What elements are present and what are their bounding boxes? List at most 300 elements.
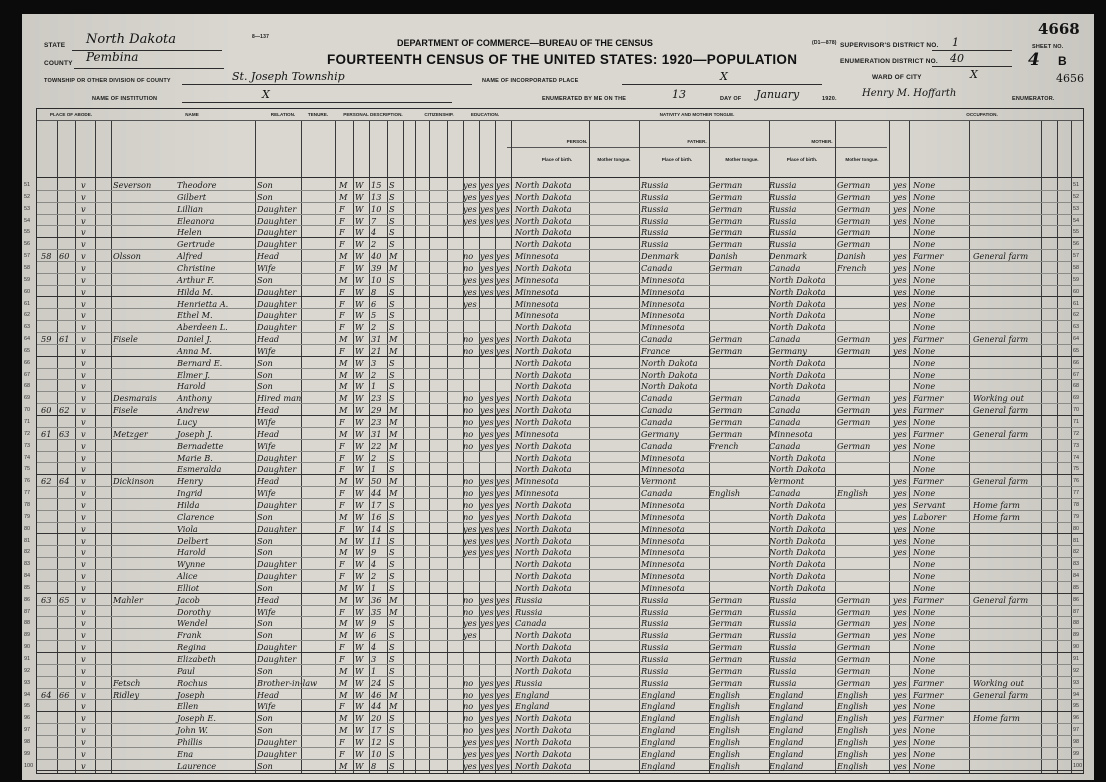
cell-age: 21 <box>371 345 382 356</box>
cell-rel: Son <box>257 547 273 558</box>
stamp-number-2: 4656 <box>1056 72 1084 85</box>
supervisor-value: 1 <box>952 36 959 49</box>
cell-rel: Daughter <box>257 464 297 475</box>
cell-fpob: North Dakota <box>641 357 698 368</box>
cell-pob: North Dakota <box>515 725 572 736</box>
cell-fpob: Minnesota <box>641 511 685 522</box>
cell-mtng: German <box>837 630 871 641</box>
cell-ms: S <box>389 310 395 321</box>
cell-mpob: North Dakota <box>769 322 826 333</box>
county-label: COUNTY <box>44 60 73 67</box>
line-number-right: 56 <box>1073 241 1080 248</box>
cell-ms: S <box>389 499 395 510</box>
cell-rel: Wife <box>257 488 276 499</box>
checkmark: v <box>81 417 86 427</box>
cell-age: 17 <box>371 499 382 510</box>
census-title: FOURTEENTH CENSUS OF THE UNITED STATES: 1920—POPULATION <box>327 52 798 67</box>
cell-rel: Son <box>257 274 273 285</box>
cell-wr: yes <box>496 736 510 747</box>
cell-rel: Son <box>257 760 273 771</box>
cell-rel: Daughter <box>257 736 297 747</box>
cell-ms: S <box>389 215 395 226</box>
line-number: 57 <box>24 253 31 260</box>
table-row <box>24 404 1083 416</box>
cell-occ: Farmer <box>913 689 944 700</box>
checkmark: v <box>81 618 86 629</box>
cell-age: 9 <box>371 618 377 629</box>
cell-sex: M <box>339 630 348 641</box>
cell-mpob: Canada <box>769 417 801 427</box>
cell-eng: yes <box>893 215 907 226</box>
line-number: 99 <box>24 750 31 757</box>
cell-fpob: Canada <box>641 262 673 273</box>
cell-given: Hilda <box>177 499 200 510</box>
cell-age: 4 <box>371 559 377 570</box>
checkmark: v <box>81 476 86 487</box>
cell-fpob: Russia <box>641 642 669 653</box>
cell-ms: S <box>389 547 395 558</box>
enumerator-name: Henry M. Hoffarth <box>862 88 957 99</box>
cell-mtng: English <box>837 488 869 499</box>
cell-race: W <box>355 322 364 333</box>
cell-mtng: German <box>837 594 871 605</box>
line-number-right: 86 <box>1073 596 1080 603</box>
cell-eng: yes <box>893 594 907 605</box>
cell-mpob: England <box>769 701 804 712</box>
cell-race: W <box>355 464 364 475</box>
line-number: 68 <box>24 383 31 390</box>
cell-given: Eleanora <box>177 215 215 226</box>
cell-eng: yes <box>893 203 907 214</box>
cell-race: W <box>355 440 364 451</box>
cell-ms: S <box>389 559 395 570</box>
checkmark: v <box>81 310 86 321</box>
cell-age: 8 <box>371 286 377 297</box>
col-mother-tongue: Mother tongue. <box>845 157 879 162</box>
cell-age: 2 <box>371 452 377 463</box>
cell-eng: yes <box>893 191 907 202</box>
cell-age: 44 <box>371 488 382 499</box>
table-row <box>24 357 1083 369</box>
cell-race: W <box>355 191 364 202</box>
ward-label: WARD OF CITY <box>872 74 922 81</box>
line-number-right: 89 <box>1073 632 1080 639</box>
cell-age: 9 <box>371 547 377 558</box>
line-number-right: 84 <box>1073 573 1080 580</box>
line-number: 73 <box>24 442 31 449</box>
line-number: 91 <box>24 656 31 662</box>
cell-sex: M <box>339 594 348 605</box>
cell-race: W <box>355 476 364 487</box>
cell-wr: yes <box>496 180 510 190</box>
line-number-right: 90 <box>1073 644 1080 651</box>
cell-att: yes <box>463 298 477 309</box>
cell-fpob: North Dakota <box>641 369 698 380</box>
cell-age: 6 <box>371 298 377 309</box>
cell-occ: Farmer <box>913 405 944 416</box>
cell-dw: 59 <box>41 334 52 345</box>
cell-sex: M <box>339 547 348 558</box>
col-citizenship: CITIZENSHIP. <box>424 112 454 117</box>
cell-age: 10 <box>371 274 382 285</box>
cell-eng: yes <box>893 262 907 273</box>
form-code: (D1—878) <box>812 40 837 46</box>
cell-ms: S <box>389 725 395 736</box>
cell-age: 15 <box>371 180 382 190</box>
cell-rel: Head <box>257 334 280 345</box>
table-row <box>24 653 1083 665</box>
table-row <box>24 617 1083 629</box>
line-number-right: 71 <box>1073 419 1080 425</box>
cell-occ: None <box>913 298 936 309</box>
cell-pob: North Dakota <box>515 571 572 582</box>
cell-ftng: English <box>709 488 741 499</box>
cell-surname: Severson <box>113 180 152 190</box>
cell-ms: S <box>389 736 395 747</box>
cell-given: Rochus <box>177 677 208 688</box>
col-father-tongue: Mother tongue. <box>725 157 759 162</box>
cell-pob: North Dakota <box>515 665 572 676</box>
col-name: NAME <box>185 112 199 117</box>
cell-age: 7 <box>371 215 377 226</box>
cell-mtng: German <box>837 203 871 214</box>
department-title: DEPARTMENT OF COMMERCE—BUREAU OF THE CENSUS <box>397 38 653 48</box>
enumeration-day: 13 <box>672 88 686 101</box>
cell-pob: North Dakota <box>515 499 572 510</box>
cell-mpob: Russia <box>769 642 797 653</box>
cell-rel: Daughter <box>257 215 297 226</box>
cell-mpob: North Dakota <box>769 286 826 297</box>
cell-sex: M <box>339 251 348 262</box>
cell-occ: None <box>913 748 936 759</box>
checkmark: v <box>81 713 86 724</box>
cell-ms: M <box>389 428 398 439</box>
cell-age: 23 <box>371 393 382 404</box>
cell-wr: yes <box>496 748 510 759</box>
cell-rel: Daughter <box>257 203 297 214</box>
cell-mpob: Canada <box>769 262 801 273</box>
cell-ftng: German <box>709 393 743 404</box>
line-number-right: 93 <box>1073 679 1080 686</box>
checkmark: v <box>81 523 86 534</box>
line-number: 92 <box>24 667 31 674</box>
state-label: STATE <box>44 42 66 49</box>
cell-age: 2 <box>371 571 377 582</box>
cell-age: 22 <box>371 440 382 451</box>
cell-rel: Son <box>257 630 273 641</box>
cell-occ: None <box>913 559 936 570</box>
cell-rel: Son <box>257 618 273 629</box>
checkmark: v <box>81 606 86 617</box>
line-number-right: 58 <box>1073 264 1080 271</box>
col-tenure: TENURE. <box>307 112 329 117</box>
checkmark: v <box>81 665 86 676</box>
cell-sex: M <box>339 713 348 724</box>
cell-sex: F <box>339 464 345 475</box>
cell-rd: yes <box>480 428 494 439</box>
cell-given: Paul <box>177 665 195 676</box>
cell-race: W <box>355 701 364 712</box>
cell-rd: yes <box>480 594 494 605</box>
col-person: PERSON. <box>566 139 588 144</box>
cell-ftng: German <box>709 642 743 653</box>
cell-occ: None <box>913 535 936 546</box>
cell-wr: yes <box>496 594 510 605</box>
cell-pob: North Dakota <box>515 322 572 333</box>
cell-occ: None <box>913 488 936 499</box>
cell-age: 3 <box>371 357 377 368</box>
cell-mtng: German <box>837 180 871 190</box>
cell-mpob: North Dakota <box>769 499 826 510</box>
cell-ms: S <box>389 203 395 214</box>
line-number-right: 63 <box>1073 324 1080 331</box>
cell-race: W <box>355 594 364 605</box>
cell-eng: yes <box>893 180 907 190</box>
cell-sex: F <box>339 452 345 463</box>
table-row <box>24 238 1083 250</box>
cell-wr: yes <box>496 701 510 712</box>
cell-ind: General farm <box>973 594 1029 605</box>
line-number: 58 <box>24 264 31 271</box>
cell-occ: Farmer <box>913 428 944 439</box>
cell-sex: M <box>339 357 348 368</box>
line-number: 98 <box>24 738 31 745</box>
cell-mpob: Russia <box>769 594 797 605</box>
table-row <box>24 665 1083 677</box>
cell-occ: None <box>913 357 936 368</box>
cell-ftng: German <box>709 665 743 676</box>
cell-mpob: Russia <box>769 239 797 250</box>
cell-sex: M <box>339 274 348 285</box>
cell-sex: F <box>339 440 345 451</box>
cell-rd: yes <box>480 713 494 724</box>
cell-race: W <box>355 748 364 759</box>
cell-occ: None <box>913 440 936 451</box>
cell-mpob: Russia <box>769 227 797 238</box>
line-number-right: 82 <box>1073 549 1080 556</box>
cell-att: yes <box>463 618 477 629</box>
cell-ftng: German <box>709 334 743 345</box>
cell-occ: None <box>913 725 936 736</box>
cell-ms: S <box>389 748 395 759</box>
cell-eng: yes <box>893 606 907 617</box>
cell-sex: F <box>339 203 345 214</box>
cell-att: no <box>463 393 474 404</box>
checkmark: v <box>81 180 86 190</box>
cell-att: yes <box>463 523 477 534</box>
cell-pob: North Dakota <box>515 654 572 664</box>
cell-pob: North Dakota <box>515 334 572 345</box>
cell-fpob: Minnesota <box>641 523 685 534</box>
table-row <box>24 582 1083 594</box>
cell-rd: yes <box>480 618 494 629</box>
cell-ms: M <box>389 345 398 356</box>
cell-race: W <box>355 618 364 629</box>
cell-wr: yes <box>496 713 510 724</box>
line-number-right: 98 <box>1073 738 1080 745</box>
cell-given: Viola <box>177 523 198 534</box>
cell-occ: None <box>913 760 936 771</box>
cell-rel: Son <box>257 535 273 546</box>
cell-fpob: Canada <box>641 417 673 427</box>
cell-mtng: German <box>837 345 871 356</box>
cell-race: W <box>355 559 364 570</box>
cell-sex: F <box>339 215 345 226</box>
cell-surname: Fetsch <box>113 677 141 688</box>
cell-att: yes <box>463 274 477 285</box>
table-row <box>24 629 1083 641</box>
cell-age: 12 <box>371 736 382 747</box>
line-number: 66 <box>24 359 31 366</box>
cell-wr: yes <box>496 215 510 226</box>
cell-wr: yes <box>496 393 510 404</box>
cell-mtng: Danish <box>837 251 866 262</box>
cell-rel: Daughter <box>257 322 297 333</box>
cell-eng: yes <box>893 523 907 534</box>
institution-label: NAME OF INSTITUTION <box>92 96 158 102</box>
cell-race: W <box>355 239 364 250</box>
cell-occ: None <box>913 571 936 582</box>
cell-rel: Daughter <box>257 748 297 759</box>
cell-rd: yes <box>480 215 494 226</box>
cell-race: W <box>355 736 364 747</box>
table-row <box>24 392 1083 404</box>
line-number-right: 100 <box>1073 762 1083 769</box>
table-row <box>24 298 1083 310</box>
cell-mpob: England <box>769 736 804 747</box>
cell-race: W <box>355 381 364 392</box>
cell-ftng: German <box>709 630 743 641</box>
table-row <box>24 606 1083 618</box>
cell-occ: None <box>913 203 936 214</box>
cell-sex: M <box>339 665 348 676</box>
cell-mpob: England <box>769 760 804 771</box>
cell-rel: Son <box>257 381 273 392</box>
cell-ms: S <box>389 654 395 664</box>
cell-ms: S <box>389 381 395 392</box>
cell-given: Marie B. <box>177 452 213 463</box>
cell-ind: Working out <box>973 677 1024 688</box>
checkmark: v <box>81 511 86 522</box>
cell-wr: yes <box>496 251 510 262</box>
cell-occ: None <box>913 417 936 427</box>
cell-ftng: English <box>709 689 741 700</box>
line-number: 77 <box>24 490 31 497</box>
line-number-right: 53 <box>1073 205 1080 212</box>
cell-mtng: German <box>837 227 871 238</box>
cell-ind: General farm <box>973 251 1029 262</box>
cell-occ: None <box>913 606 936 617</box>
cell-pob: North Dakota <box>515 369 572 380</box>
cell-ftng: German <box>709 654 743 664</box>
cell-sex: F <box>339 606 345 617</box>
cell-sex: F <box>339 488 345 499</box>
cell-given: Joseph J. <box>177 428 213 439</box>
cell-eng: yes <box>893 547 907 558</box>
cell-rel: Wife <box>257 606 276 617</box>
line-number-right: 78 <box>1073 501 1080 508</box>
cell-fpob: Russia <box>641 239 669 250</box>
cell-fpob: Minnesota <box>641 547 685 558</box>
line-number: 53 <box>24 205 31 212</box>
cell-ms: S <box>389 760 395 771</box>
cell-ind: General farm <box>973 334 1029 345</box>
cell-age: 8 <box>371 760 377 771</box>
cell-eng: yes <box>893 345 907 356</box>
table-row <box>24 191 1083 203</box>
cell-att: yes <box>463 760 477 771</box>
cell-wr: yes <box>496 440 510 451</box>
cell-age: 1 <box>371 464 377 475</box>
line-number-right: 96 <box>1073 715 1080 722</box>
cell-pob: North Dakota <box>515 582 572 593</box>
cell-pob: North Dakota <box>515 191 572 202</box>
cell-wr: yes <box>496 677 510 688</box>
cell-fpob: Minnesota <box>641 535 685 546</box>
cell-given: Jacob <box>177 594 200 605</box>
cell-mpob: Russia <box>769 618 797 629</box>
cell-att: yes <box>463 191 477 202</box>
cell-eng: yes <box>893 334 907 345</box>
cell-pob: North Dakota <box>515 417 572 427</box>
cell-given: Henrietta A. <box>177 298 229 309</box>
checkmark: v <box>81 203 86 214</box>
cell-pob: Russia <box>515 606 543 617</box>
cell-fpob: England <box>641 748 676 759</box>
cell-given: Phillis <box>177 736 203 747</box>
cell-att: no <box>463 488 474 499</box>
cell-age: 4 <box>371 642 377 653</box>
cell-mpob: Canada <box>769 334 801 345</box>
cell-race: W <box>355 203 364 214</box>
cell-age: 17 <box>371 725 382 736</box>
cell-rel: Daughter <box>257 559 297 570</box>
cell-ms: S <box>389 713 395 724</box>
cell-age: 44 <box>371 701 382 712</box>
cell-pob: England <box>515 701 550 712</box>
cell-mpob: Russia <box>769 654 797 664</box>
cell-race: W <box>355 606 364 617</box>
line-number: 51 <box>24 182 31 188</box>
cell-fpob: Russia <box>641 203 669 214</box>
table-row <box>24 641 1083 653</box>
cell-age: 39 <box>371 262 382 273</box>
cell-eng: yes <box>893 511 907 522</box>
cell-sex: M <box>339 677 348 688</box>
table-row <box>24 535 1083 547</box>
cell-age: 6 <box>371 630 377 641</box>
cell-pob: North Dakota <box>515 227 572 238</box>
checkmark: v <box>81 251 86 262</box>
table-row <box>24 309 1083 321</box>
cell-occ: None <box>913 642 936 653</box>
cell-mtng: German <box>837 677 871 688</box>
cell-mpob: North Dakota <box>769 511 826 522</box>
cell-ftng: German <box>709 191 743 202</box>
cell-given: Anna M. <box>177 345 212 356</box>
cell-rd: yes <box>480 191 494 202</box>
cell-sex: M <box>339 334 348 345</box>
cell-race: W <box>355 713 364 724</box>
cell-ftng: Danish <box>709 251 738 262</box>
cell-ftng: German <box>709 239 743 250</box>
line-number-right: 65 <box>1073 347 1080 354</box>
cell-given: Harold <box>177 381 206 392</box>
cell-rel: Wife <box>257 417 276 427</box>
line-number: 55 <box>24 229 31 236</box>
checkmark: v <box>81 239 86 250</box>
cell-ms: S <box>389 665 395 676</box>
